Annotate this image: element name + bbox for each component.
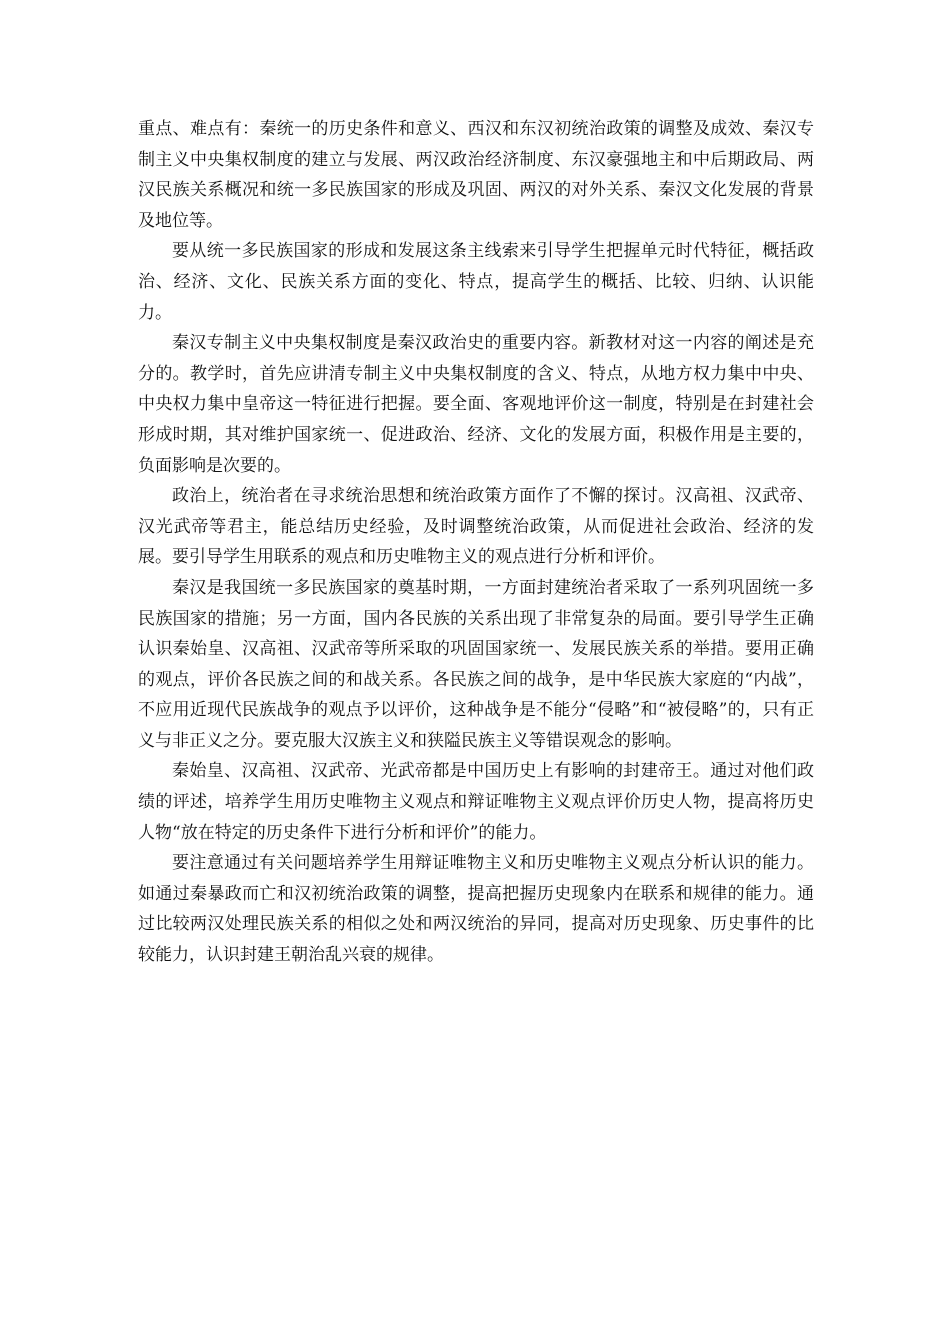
paragraph-ethnic-relations: 秦汉是我国统一多民族国家的奠基时期，一方面封建统治者采取了一系列巩固统一多民族国家的措施；另一方面，国内各民族的关系出现了非常复杂的局面。要引导学生正确认识秦始皇、汉高祖、汉武帝等所采取的巩固国家统一、发展民族关系的举措。要用正确的观点，评价各民族之间的和战关系。各民族之间的战争，是中华民族大家庭的“内战”，不应用近现代民族战争的观点予以评价，这种战争是不能分“侵略”和“被侵略”的，只有正义与非正义之分。要克服大汉族主义和狭隘民族主义等错误观念的影响。 bbox=[138, 577, 814, 751]
document-body bbox=[138, 114, 814, 971]
paragraph-key-points: 重点、难点有：秦统一的历史条件和意义、西汉和东汉初统治政策的调整及成效、秦汉专制主义中央集权制度的建立与发展、两汉政治经济制度、东汉豪强地主和中后期政局、两汉民族关系概况和统一多民族国家的形成及巩固、两汉的对外关系、秦汉文化发展的背景及地位等。 bbox=[138, 119, 814, 231]
paragraph-political-policy: 政治上，统治者在寻求统治思想和统治政策方面作了不懈的探讨。汉高祖、汉武帝、汉光武帝等君主，能总结历史经验，及时调整统治政策，从而促进社会政治、经济的发展。要引导学生用联系的观点和历史唯物主义的观点进行分析和评价。 bbox=[138, 486, 814, 568]
paragraph-historical-figures: 秦始皇、汉高祖、汉武帝、光武帝都是中国历史上有影响的封建帝王。通过对他们政绩的评述，培养学生用历史唯物主义观点和辩证唯物主义观点评价历史人物，提高将历史人物“放在特定的历史条件下进行分析和评价”的能力。 bbox=[138, 761, 814, 843]
paragraph-centralized-power: 秦汉专制主义中央集权制度是秦汉政治史的重要内容。新教材对这一内容的阐述是充分的。教学时，首先应讲清专制主义中央集权制度的含义、特点，从地方权力集中中央、中央权力集中皇帝这一特征进行把握。要全面、客观地评价这一制度，特别是在封建社会形成时期，其对维护国家统一、促进政治、经济、文化的发展方面，积极作用是主要的，负面影响是次要的。 bbox=[138, 333, 814, 476]
paragraph-analysis-ability: 要注意通过有关问题培养学生用辩证唯物主义和历史唯物主义观点分析认识的能力。如通过秦暴政而亡和汉初统治政策的调整，提高把握历史现象内在联系和规律的能力。通过比较两汉处理民族关系的相似之处和两汉统治的异同，提高对历史现象、历史事件的比较能力，认识封建王朝治乱兴衰的规律。 bbox=[138, 853, 814, 966]
paragraph-main-thread: 要从统一多民族国家的形成和发展这条主线索来引导学生把握单元时代特征，概括政治、经济、文化、民族关系方面的变化、特点，提高学生的概括、比较、归纳、认识能力。 bbox=[138, 241, 814, 323]
